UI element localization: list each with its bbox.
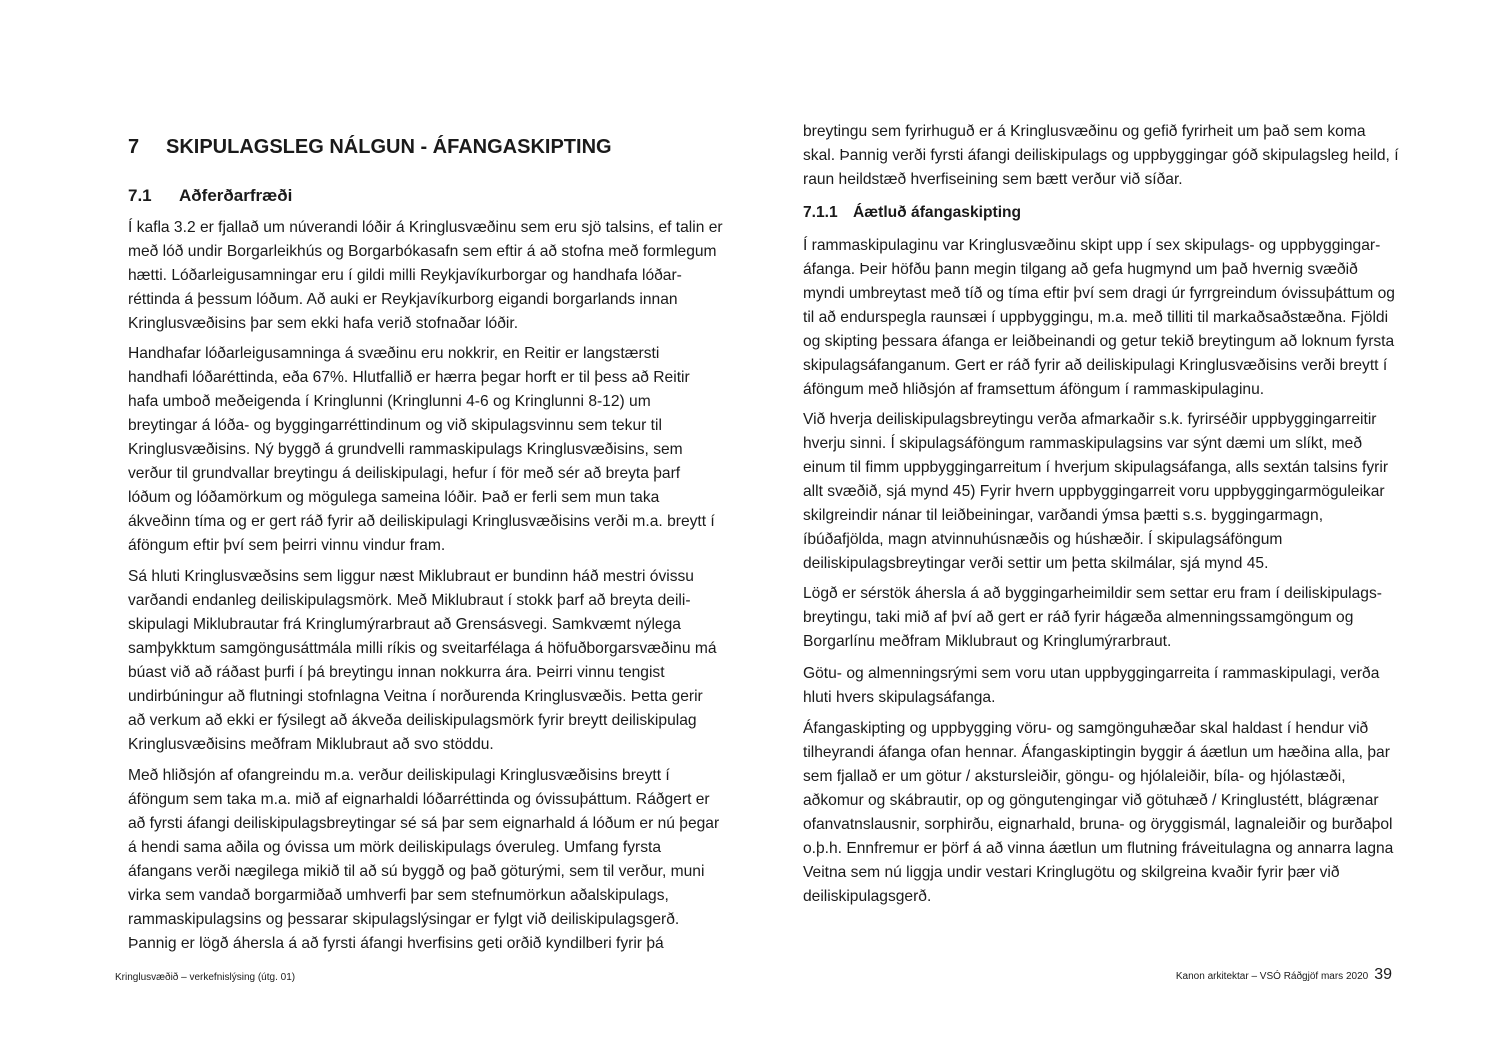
text-line: til að endurspegla raunsæi í uppbyggingu, m.a. með tilliti til markaðsaðstæðna. Fjöldi [803, 309, 1389, 326]
text-line: Sá hluti Kringlusvæðsins sem liggur næst Miklubraut er bundinn háð mestri óvissu [128, 568, 694, 585]
text-line: áföngum með hliðsjón af framsettum áföngum í rammaskipulaginu. [803, 381, 1265, 398]
text-line: allt svæðið, sjá mynd 45) Fyrir hvern uppbyggingarreit voru uppbyggingarmöguleikar [803, 483, 1385, 500]
text-line: lóðum og lóðamörkum og mögulega sameina lóðir. Það er ferli sem mun taka [128, 489, 660, 506]
text-line: ákveðinn tíma og er gert ráð fyrir að deiliskipulagi Kringlusvæðisins verði m.a. breytt í [128, 513, 715, 530]
section-heading [128, 186, 292, 206]
section-number: 7.1 [128, 186, 152, 205]
text-line: Lögð er sérstök áhersla á að byggingarheimildir sem settar eru fram í deiliskipulags- [803, 585, 1382, 602]
text-line: sem fjallað er um götur / akstursleiðir, göngu- og hjólaleiðir, bíla- og hjólastæði, [803, 768, 1346, 785]
text-line: Þannig er lögð áhersla á að fyrsti áfangi hverfisins geti orðið kyndilberi fyrir þá [128, 935, 664, 952]
text-line: áfanga. Þeir höfðu þann megin tilgang að gefa hugmynd um það hvernig svæðið [803, 261, 1358, 278]
text-line: raun heildstæð hverfiseining sem bætt verður við síðar. [803, 171, 1183, 188]
subsection-number: 7.1.1 [803, 204, 838, 221]
text-line: rammaskipulagsins og þessarar skipulagslýsingar er fylgt við deiliskipulagsgerð. [128, 911, 680, 928]
page-number: 39 [1374, 966, 1392, 983]
text-line: Við hverja deiliskipulagsbreytingu verða afmarkaðir s.k. fyrirséðir uppbyggingarreitir [803, 411, 1377, 428]
text-line: ofanvatnslausnir, sorphirðu, eignarhald, bruna- og öryggismál, lagnaleiðir og burðaþol [803, 816, 1393, 833]
text-line: hverju sinni. Í skipulagsáföngum rammaskipulagsins var sýnt dæmi um slíkt, með [803, 435, 1362, 452]
chapter-number: 7 [128, 136, 140, 158]
text-line: Í rammaskipulaginu var Kringlusvæðinu skipt upp í sex skipulags- og uppbyggingar- [803, 237, 1381, 254]
footer-document-title: Kringlusvæðið – verkefnislýsing (útg. 01) [115, 972, 296, 983]
text-line: með lóð undir Borgarleikhús og Borgarbókasafn sem eftir á að stofna með formlegum [128, 243, 717, 260]
text-line: deiliskipulagsgerð. [803, 888, 932, 905]
text-line: á hendi sama aðila og óvissa um mörk deiliskipulags óveruleg. Umfang fyrsta [128, 839, 662, 856]
text-line: og skipting þessara áfanga er leiðbeinandi og getur tekið breytingum að loknum fyrsta [803, 333, 1395, 350]
text-line: Í kafla 3.2 er fjallað um núverandi lóðir á Kringlusvæðinu sem eru sjö talsins, ef talin er [128, 219, 723, 236]
text-line: breytingu, taki mið af því að gert er ráð fyrir hágæða almenningssamgöngum og [803, 609, 1354, 626]
text-line: o.þ.h. Ennfremur er þörf á að vinna áætlun um flutning fráveitulagna og annarra lagna [803, 840, 1394, 857]
text-line: skal. Þannig verði fyrsti áfangi deiliskipulags og uppbyggingar góð skipulagsleg heild, í [803, 147, 1399, 164]
footer-authors-date: Kanon arkitektar – VSÓ Ráðgjöf mars 2020 [1175, 971, 1369, 982]
text-line: myndi umbreytast með tíð og tíma eftir því sem dragi úr fyrrgreindum óvissuþáttum og [803, 285, 1395, 302]
text-line: áföngum eftir því sem þeirri vinnu vindur fram. [128, 537, 446, 554]
text-line: samþykktum samgöngusáttmála milli ríkis og sveitarfélaga á höfuðborgarsvæðinu má [128, 640, 717, 657]
text-line: hafa umboð meðeigenda í Kringlunni (Kringlunni 4-6 og Kringlunni 8-12) um [128, 393, 651, 410]
text-line: að fyrsti áfangi deiliskipulagsbreytingar sé sá þar sem eignarhald á lóðum er nú þegar [128, 815, 720, 832]
text-line: að verkum að ekki er fýsilegt að ákveða deiliskipulagsmörk fyrir breytt deiliskipulag [128, 712, 697, 729]
text-line: Áfangaskipting og uppbygging vöru- og samgönguhæðar skal haldast í hendur við [803, 720, 1369, 737]
text-line: Handhafar lóðarleigusamninga á svæðinu eru nokkrir, en Reitir er langstærsti [128, 345, 660, 362]
text-line: handhafi lóðaréttinda, eða 67%. Hlutfallið er hærra þegar horft er til þess að Reitir [128, 369, 690, 386]
text-line: hætti. Lóðarleigusamningar eru í gildi milli Reykjavíkurborgar og handhafa lóðar- [128, 267, 682, 284]
section-title: Aðferðarfræði [179, 186, 293, 205]
text-line: undirbúningur að flutningi stofnlagna Veitna í norðurenda Kringlusvæðis. Þetta gerir [128, 688, 703, 705]
subsection-title: Áætluð áfangaskipting [853, 204, 1022, 221]
text-line: áföngum sem taka m.a. mið af eignarhaldi lóðarréttinda og óvissuþáttum. Ráðgert er [128, 791, 710, 808]
text-line: íbúðafjöldа, magn atvinnuhúsnæðis og húshæðir. Í skipulagsáföngum [803, 531, 1283, 548]
text-line: breytingu sem fyrirhuguð er á Kringlusvæðinu og gefið fyrirheit um það sem koma [803, 123, 1366, 140]
text-line: skilgreindir nánar til leiðbeiningar, varðandi ýmsa þætti s.s. byggingarmagn, [803, 507, 1324, 524]
text-line: aðkomur og skábrautir, op og göngutengingar við götuhæð / Kringlustétt, blágrænar [803, 792, 1379, 809]
text-line: Borgarlínu meðfram Miklubraut og Kringlumýrarbraut. [803, 633, 1172, 650]
chapter-heading [128, 136, 612, 159]
text-line: Veitna sem nú liggja undir vestari Kringlugötu og skilgreina kvaðir fyrir þær við [803, 864, 1340, 881]
text-line: búast við að ráðast þurfi í þá breytingu innan nokkurra ára. Þeirri vinnu tengist [128, 664, 665, 681]
text-line: Kringlusvæðisins þar sem ekki hafa verið stofnaðar lóðir. [128, 315, 519, 332]
text-line: tilheyrandi áfanga ofan hennar. Áfangaskiptingin byggir á áætlun um hæðina alla, þar [803, 744, 1390, 761]
text-line: einum til fimm uppbyggingarreitum í hverjum skipulagsáfanga, alls sextán talsins fyrir [803, 459, 1389, 476]
text-line: áfangans verði nægilega mikið til að sú byggð og það göturými, sem til verður, muni [128, 863, 705, 880]
text-line: virka sem vandað borgarmiðað umhverfi þar sem stefnumörkun aðalskipulags, [128, 887, 669, 904]
text-line: deiliskipulagsbreytingar verði settir um þetta skilmálar, sjá mynd 45. [803, 555, 1269, 572]
text-line: breytingar á lóða- og byggingarréttindinum og við skipulagsvinnu sem tekur til [128, 417, 662, 434]
text-line: varðandi endanleg deiliskipulagsmörk. Með Miklubraut í stokk þarf að breyta deili- [128, 592, 691, 609]
chapter-title: SKIPULAGSLEG NÁLGUN - ÁFANGASKIPTING [166, 136, 612, 158]
text-line: Kringlusvæðisins meðfram Miklubraut að svo stöddu. [128, 736, 494, 753]
text-line: Götu- og almenningsrými sem voru utan uppbyggingarreita í rammaskipulagi, verða [803, 665, 1380, 682]
text-line: Með hliðsjón af ofangreindu m.a. verður deiliskipulagi Kringlusvæðisins breytt í [128, 767, 670, 784]
text-line: Kringlusvæðisins. Ný byggð á grundvelli rammaskipulags Kringlusvæðisins, sem [128, 441, 683, 458]
text-line: réttinda á þessum lóðum. Að auki er Reykjavíkurborg eigandi borgarlands innan [128, 291, 678, 308]
text-line: skipulagsáfanganum. Gert er ráð fyrir að deiliskipulagi Kringlusvæðisins verði breytt í [803, 357, 1388, 374]
text-line: skipulagi Miklubrautar frá Kringlumýrarbraut að Grensásvegi. Samkvæmt nýlega [128, 616, 681, 633]
subsection-heading [803, 204, 1021, 222]
footer-right [1176, 966, 1392, 984]
text-line: verður til grundvallar breytingu á deiliskipulagi, hefur í för með sér að breyta þarf [128, 465, 681, 482]
text-line: hluti hvers skipulagsáfanga. [803, 689, 996, 706]
